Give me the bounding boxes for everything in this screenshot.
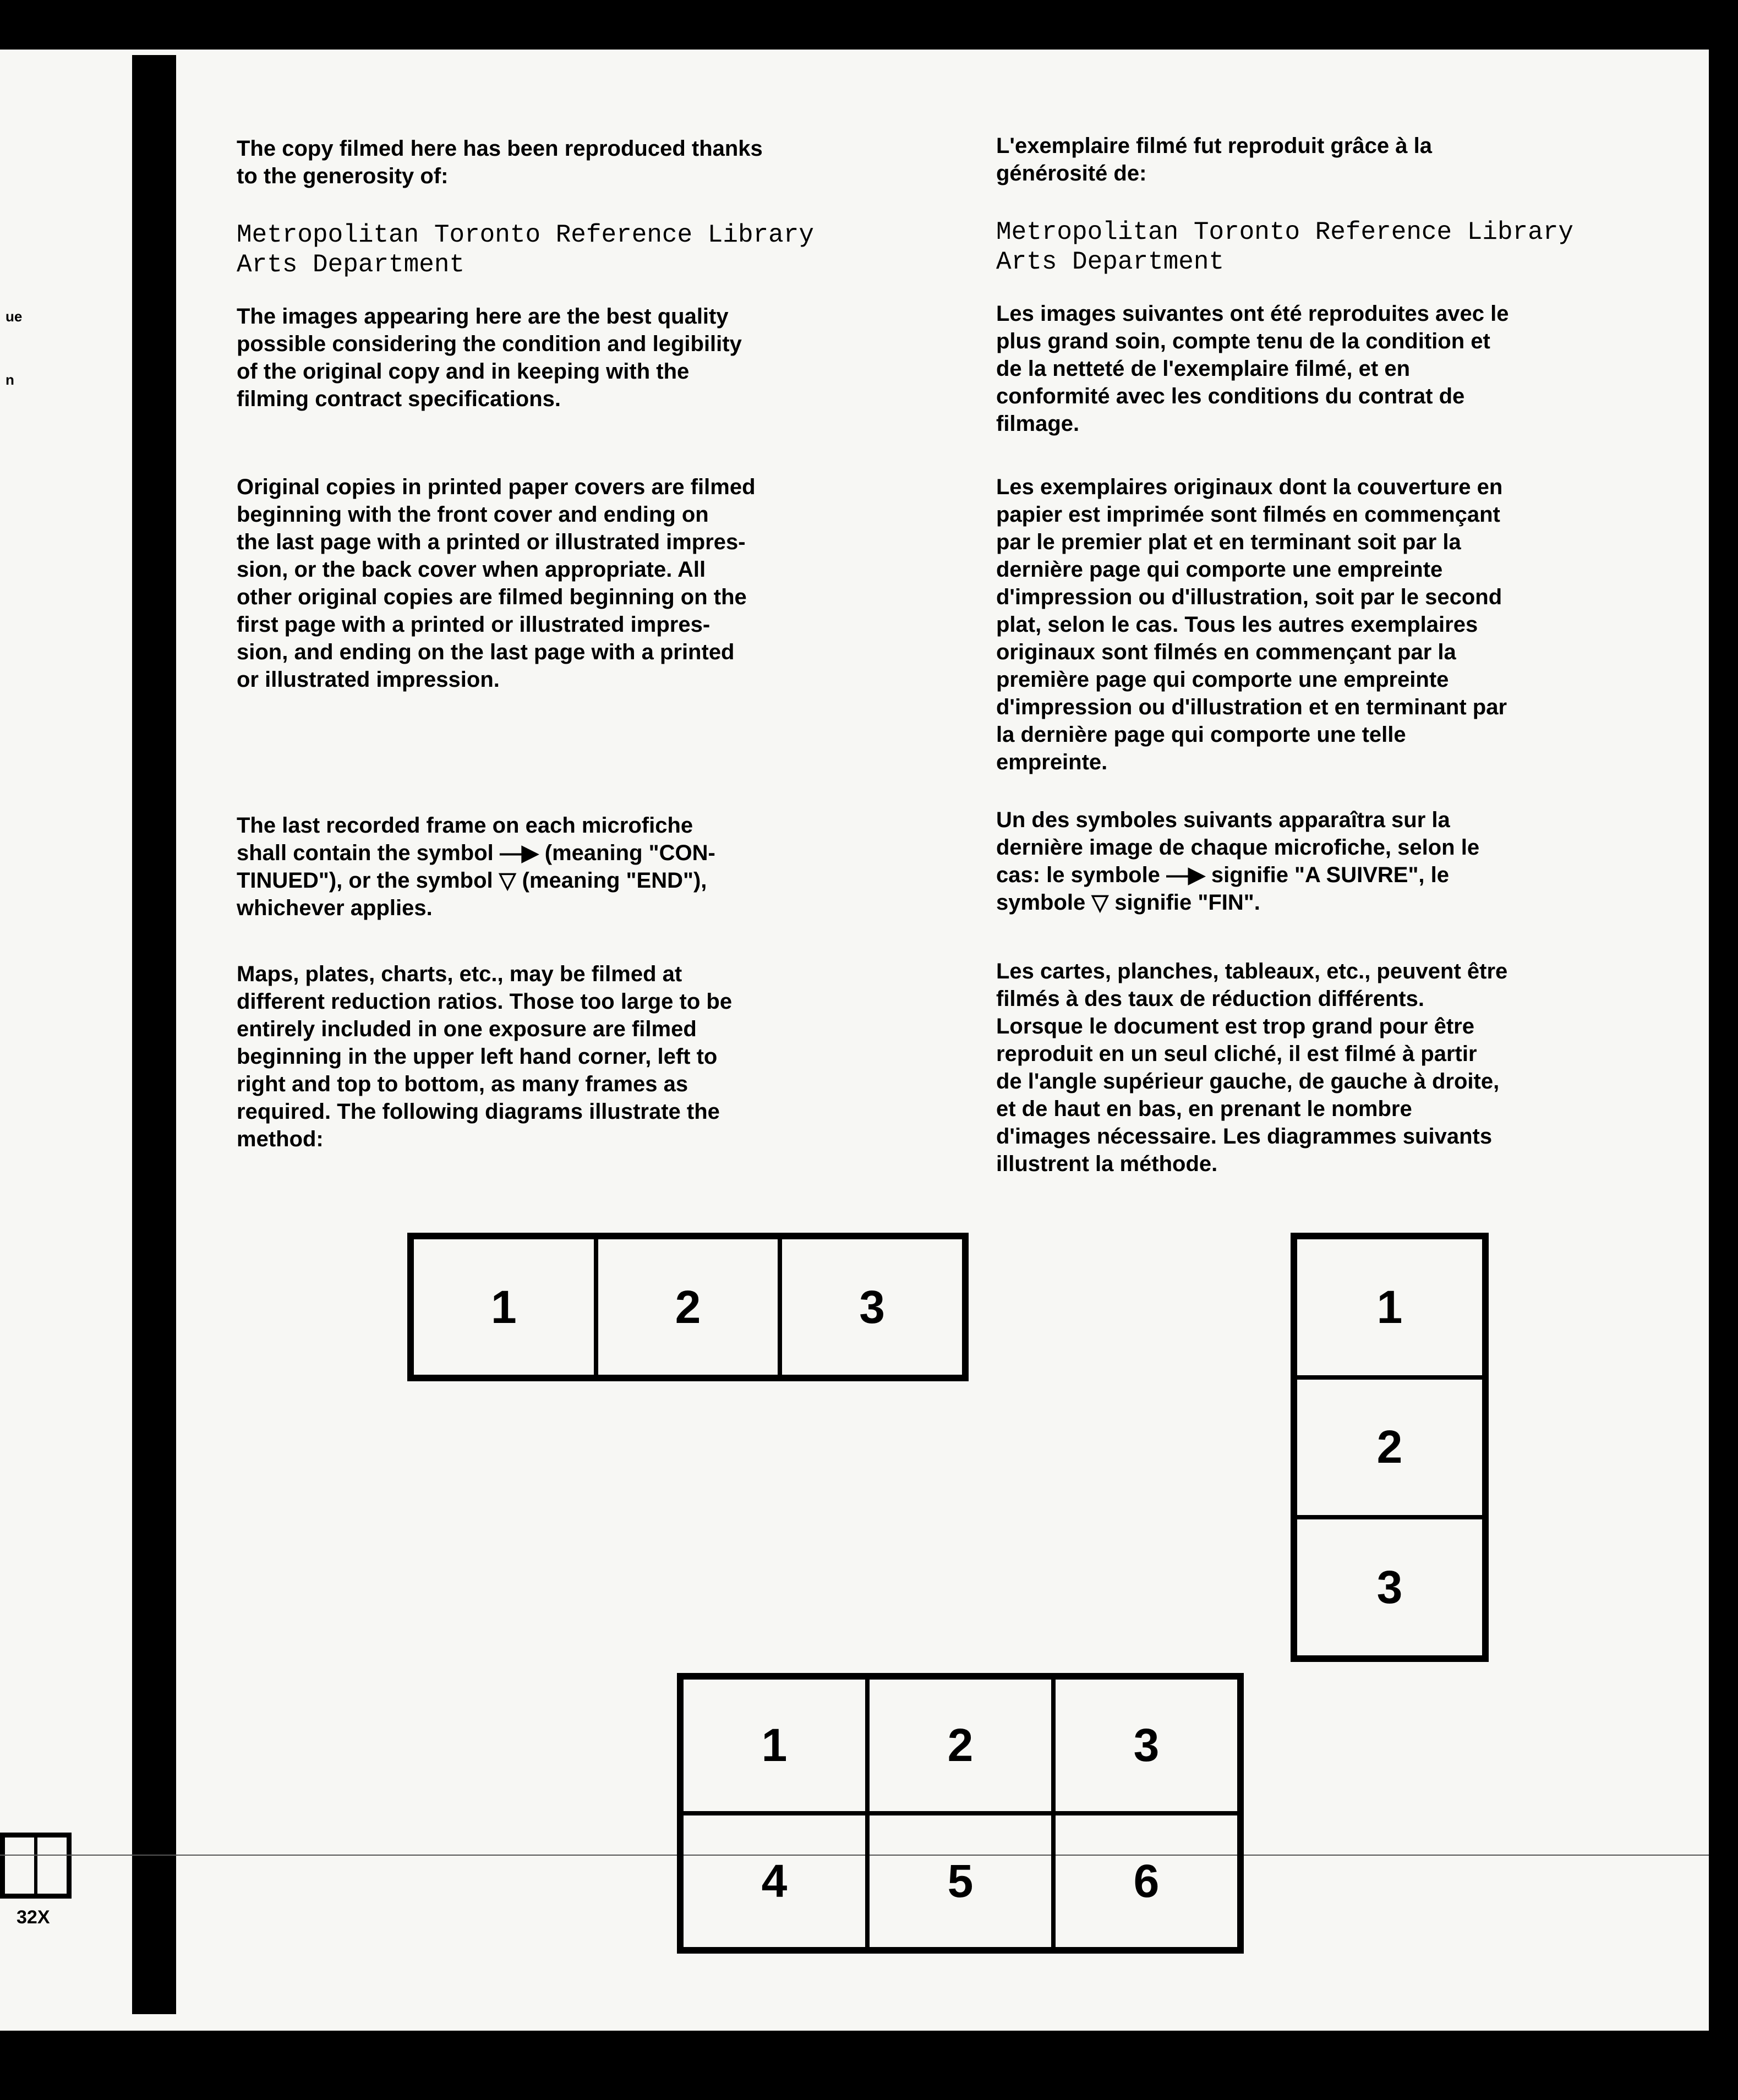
frame-cell: 3 [780, 1237, 964, 1377]
magnification-label: 32X [17, 1907, 50, 1928]
english-quality-note: The images appearing here are the best quality possible considering the condition and legibility of the original copy and in keeping with the filming contract specifications. [237, 304, 742, 411]
french-credit-intro: L'exemplaire filmé fut reproduit grâce à la générosité de: [996, 134, 1432, 185]
english-originals-note: Original copies in printed paper covers are filmed beginning with the front cover and ending on the last page with a printed or illustrated impres- sion, or the back cover when appropriate. All other original copies are filmed beginning on the first page with a printed or illustrated impres- sion, and ending on the last page with a printed or illustrated impression. [237, 475, 756, 692]
frame-cell: 2 [596, 1237, 780, 1377]
resolution-target-box [0, 1833, 72, 1899]
left-strip-fragment: ue [6, 308, 23, 325]
french-quality-note: Les images suivantes ont été reproduites avec le plus grand soin, compte tenu de la condition et de la netteté de l'exemplaire filmé, et en conformité avec les conditions du contrat de filmage. [996, 302, 1509, 436]
frame-cell: 1 [412, 1237, 596, 1377]
frame-cell: 5 [867, 1813, 1053, 1949]
english-credit-intro: The copy filmed here has been reproduced thanks to the generosity of: [237, 136, 763, 188]
diagram-vertical [1291, 1233, 1489, 1662]
frame-cell: 1 [681, 1677, 867, 1813]
english-symbols-note: The last recorded frame on each microfiche shall contain the symbol —▶ (meaning "CON- TINUED"), or the symbol ▽ (meaning "END"), whichever applies. [237, 813, 715, 920]
frame-cell: 3 [1295, 1517, 1484, 1658]
frame-cell: 1 [1295, 1237, 1484, 1377]
diagram-horizontal [407, 1233, 969, 1381]
left-strip-fragment: n [6, 371, 14, 388]
diagram-grid [677, 1673, 1244, 1954]
microfiche-target-page [0, 50, 1709, 2031]
french-maps-note: Les cartes, planches, tableaux, etc., peuvent être filmés à des taux de réduction différents. Lorsque le document est trop grand pour être reproduit en un seul cliché, il est filmé à partir de l'angle supérieur gauche, de gauche à droite, et de haut en bas, en prenant le nombre d'images nécessaire. Les diagrammes suivants illustrent la méthode. [996, 959, 1508, 1176]
frame-cell: 4 [681, 1813, 867, 1949]
frame-cell: 2 [1295, 1377, 1484, 1518]
film-spine-bar [132, 55, 176, 2014]
french-symbols-note: Un des symboles suivants apparaîtra sur la dernière image de chaque microfiche, selon le cas: le symbole —▶ signifie "A SUIVRE", le symbole ▽ signifie "FIN". [996, 808, 1480, 915]
french-originals-note: Les exemplaires originaux dont la couverture en papier est imprimée sont filmés en commençant par le premier plat et en terminant soit par la dernière page qui comporte une empreinte d'impression ou d'illustration, soit par le second plat, selon le cas. Tous les autres exemplaires originaux sont filmés en commençant par la première page qui comporte une empreinte d'impression ou d'illustration et en terminant par la dernière page qui comporte une telle empreinte. [996, 475, 1507, 774]
frame-cell: 3 [1053, 1677, 1239, 1813]
english-maps-note: Maps, plates, charts, etc., may be filmed at different reduction ratios. Those too large to be entirely included in one exposure are filmed beginning in the upper left hand corner, left to right and top to bottom, as many frames as required. The following diagrams illustrate the method: [237, 962, 733, 1151]
english-institution: Metropolitan Toronto Reference Library Arts Department [237, 221, 814, 279]
french-institution: Metropolitan Toronto Reference Library Arts Department [996, 218, 1573, 276]
frame-cell: 2 [867, 1677, 1053, 1813]
frame-cell: 6 [1053, 1813, 1239, 1949]
